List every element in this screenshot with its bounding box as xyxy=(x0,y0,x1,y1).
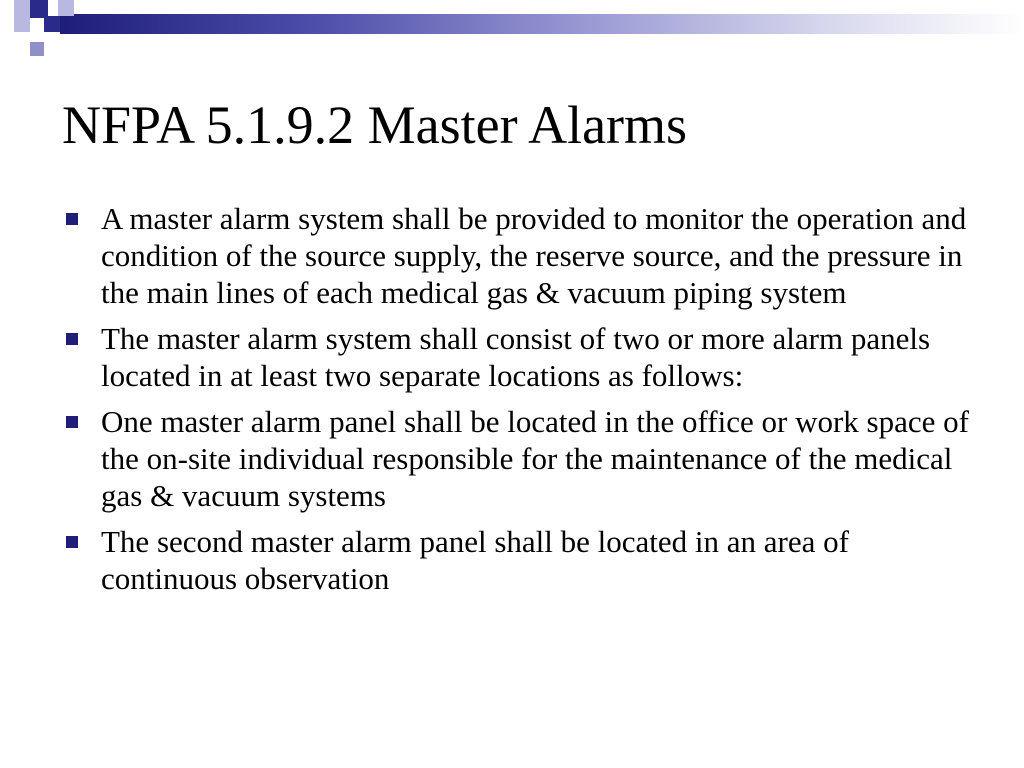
bullet-text: The master alarm system shall consist of two or more alarm panels located in at least two separate locations as follows: xyxy=(101,321,931,393)
bullet-text: One master alarm panel shall be located in the office or work space of the on-site individual responsible for the maintenance of the medical gas & vacuum systems xyxy=(101,404,969,513)
decor-square xyxy=(44,16,60,32)
bullet-text: The second master alarm panel shall be located in an area of continuous observation xyxy=(101,524,849,596)
decor-square xyxy=(30,42,44,56)
decor-square xyxy=(14,16,30,32)
slide-title: NFPA 5.1.9.2 Master Alarms xyxy=(62,95,688,155)
square-bullet-icon xyxy=(66,536,78,548)
decor-square xyxy=(0,30,14,44)
bullet-list xyxy=(64,200,974,606)
bullet-item xyxy=(64,403,974,514)
bullet-text: A master alarm system shall be provided to monitor the operation and condition of the source supply, the reserve source, and the pressure in the main lines of each medical gas & vacuum piping system xyxy=(101,201,967,310)
bullet-item xyxy=(64,320,974,394)
header-gradient-band xyxy=(60,14,1024,34)
square-bullet-icon xyxy=(66,213,78,225)
bullet-item xyxy=(64,523,974,597)
square-bullet-icon xyxy=(66,416,78,428)
square-bullet-icon xyxy=(66,333,78,345)
bullet-item xyxy=(64,200,974,311)
decor-square xyxy=(14,0,30,16)
decor-square xyxy=(58,0,74,16)
